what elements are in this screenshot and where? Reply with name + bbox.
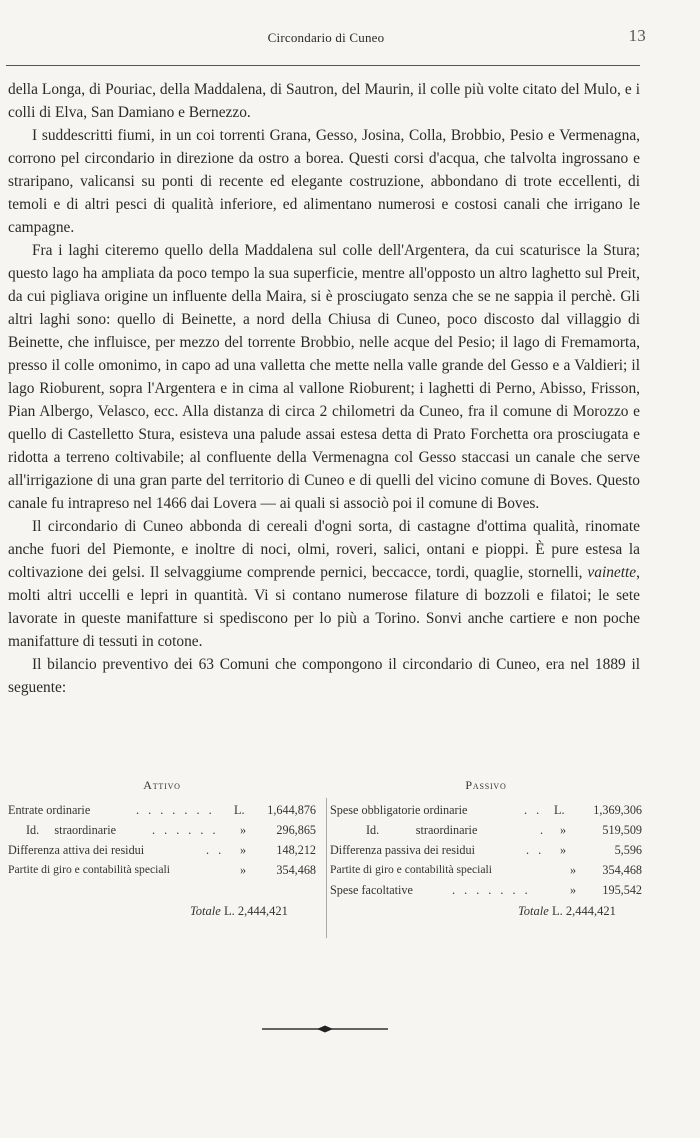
passivo-row — [330, 840, 642, 860]
row-amount: 1,369,306 — [593, 803, 642, 817]
passivo-total — [518, 904, 616, 919]
row-label: Spese facoltative — [330, 883, 413, 897]
row-currency: L. — [554, 803, 565, 817]
row-amount: 1,644,876 — [267, 803, 316, 817]
attivo-row — [8, 860, 316, 880]
row-amount: 519,509 — [602, 823, 642, 837]
paragraph-lakes: Fra i laghi citeremo quello della Maddalena sul colle dell'Argentera, da cui scaturisce la Stura; questo lago ha ampliata da poco tempo la sua superficie, mentre all'opposto un altro laghetto sul Preit, da cui pigliava origine un influente della Maira, si è prosciugato senza che se ne sappia il perchè. Gli altri laghi sono: quello di Beinette, a nord della Chiusa di Cuneo, poco discosto dal villaggio di Beinette, che influisce, per mezzo del torrente Brobbio, nelle acque del Pesio; il lago di Fremamorta, presso il colle omonimo, in capo ad una valletta che mette nella valle grande del Gesso e a Valdieri; il lago Rioburent, sopra l'Argentera e in cima al vallone Rioburent; i laghetti di Perno, Abisso, Frisson, Pian Albergo, Velasco, ecc. Alla distanza di circa 2 chilometri da Cuneo, fra il comune di Morozzo e quello di Castelletto Stura, esisteva una palude assai estesa detta di Prato Forchetta ora prosciugata e ridotta a terreno coltivabile; al confluente della Vermenagna col Gesso staccasi un canale che serve all'irrigazione di una gran parte del territorio di Cuneo e di quelli del vicino comune di Boves. Questo canale fu intrapreso nel 1466 dai Lovera — ai quali si associò poi il comune di Boves. — [8, 242, 640, 512]
passivo-row — [330, 800, 642, 820]
paragraph-continuation: della Longa, di Pouriac, della Maddalena, di Sautron, del Maurin, il colle più volte citato del Mulo, e i colli di Elva, San Damiano e Bernezzo. — [8, 81, 640, 121]
paragraph-budget-intro: Il bilancio preventivo dei 63 Comuni che compongono il circondario di Cuneo, era nel 1889 il seguente: — [8, 656, 640, 696]
row-label: Partite di giro e contabilità speciali — [330, 863, 492, 876]
row-amount: 195,542 — [602, 883, 642, 897]
passivo-row — [330, 880, 642, 900]
paragraph-agriculture-part1: Il circondario di Cuneo abbonda di cereali d'ogni sorta, di castagne d'ottima qualità, rinomate anche fuori del Piemonte, e inoltre di noci, olmi, roveri, salici, ontani e pioppi. È pure estesa la coltivazione dei gelsi. Il selvaggiume comprende pernici, beccacce, tordi, quaglie, stornelli, — [8, 518, 640, 581]
row-label: Partite di giro e contabilità speciali — [8, 863, 170, 876]
passivo-column — [330, 778, 642, 900]
row-currency: L. — [234, 803, 245, 817]
row-currency: » — [570, 863, 577, 877]
row-leader-dots: . . . . . . . — [452, 883, 531, 897]
row-label: Differenza passiva dei residui — [330, 843, 475, 857]
attivo-row — [8, 800, 316, 820]
attivo-row — [8, 820, 316, 840]
row-leader-dots: . . . . . . — [152, 823, 219, 837]
passivo-row — [330, 820, 642, 840]
paragraph-agriculture-part2: , molti altri uccelli e lepri in quantità. Vi si contano numerose filature di bozzoli e filatoi; le sete lavorate in queste manifatture si spediscono per lo più a Torino. Sonvi anche cartiere e non poche manifatture di tessuti in cotone. — [8, 564, 640, 650]
paragraph-agriculture — [8, 515, 640, 653]
row-leader-dots: . — [540, 823, 547, 837]
row-amount: 354,468 — [602, 863, 642, 877]
row-label: Differenza attiva dei residui — [8, 843, 145, 857]
passivo-row — [330, 860, 642, 880]
attivo-total-value: L. 2,444,421 — [223, 904, 288, 918]
row-currency: » — [560, 843, 567, 857]
passivo-total-label: Totale — [518, 904, 549, 918]
row-amount: 148,212 — [276, 843, 316, 857]
page-number: 13 — [628, 26, 646, 45]
row-currency: » — [240, 863, 247, 877]
row-currency: » — [560, 823, 567, 837]
attivo-column — [8, 778, 316, 880]
passivo-total-value: L. 2,444,421 — [551, 904, 616, 918]
running-title: Circondario di Cuneo — [267, 30, 385, 45]
paragraph-agriculture-italic: vainette — [587, 564, 637, 581]
row-leader-dots: . . — [206, 843, 225, 857]
row-leader-dots: . . — [524, 803, 543, 817]
row-label: Entrate ordinarie — [8, 803, 91, 817]
passivo-heading: Passivo — [465, 778, 507, 792]
attivo-total — [190, 904, 288, 919]
row-leader-dots: . . . . . . . — [136, 803, 215, 817]
row-label: Spese obbligatorie ordinarie — [330, 803, 468, 817]
row-currency: » — [570, 883, 577, 897]
row-currency: » — [240, 843, 247, 857]
row-label: Id. straordinarie — [26, 823, 117, 837]
column-divider — [326, 798, 327, 938]
row-label: Id. straordinarie — [366, 823, 478, 837]
row-amount: 296,865 — [276, 823, 316, 837]
row-leader-dots: . . — [526, 843, 545, 857]
attivo-heading: Attivo — [143, 778, 181, 792]
attivo-row — [8, 840, 316, 860]
paragraph-rivers: I suddescritti fiumi, in un coi torrenti Grana, Gesso, Josina, Colla, Brobbio, Pesio e Vermenagna, corrono pel circondario in direzione da ostro a borea. Questi corsi d'acqua, che talvolta ingrossano e straripano, valicansi su ponti di recente ed elegante costruzione, abbondano di trote eccellenti, di temoli e di altri pesci di qualità inferiore, ed alimentano numerosi e costosi canali che irrigano le campagne. — [8, 127, 640, 236]
header-rule — [6, 65, 640, 66]
attivo-total-label: Totale — [190, 904, 221, 918]
row-amount: 354,468 — [276, 863, 316, 877]
row-amount: 5,596 — [614, 843, 642, 857]
ornament-divider — [262, 1025, 388, 1033]
row-currency: » — [240, 823, 247, 837]
body-text — [8, 78, 640, 699]
